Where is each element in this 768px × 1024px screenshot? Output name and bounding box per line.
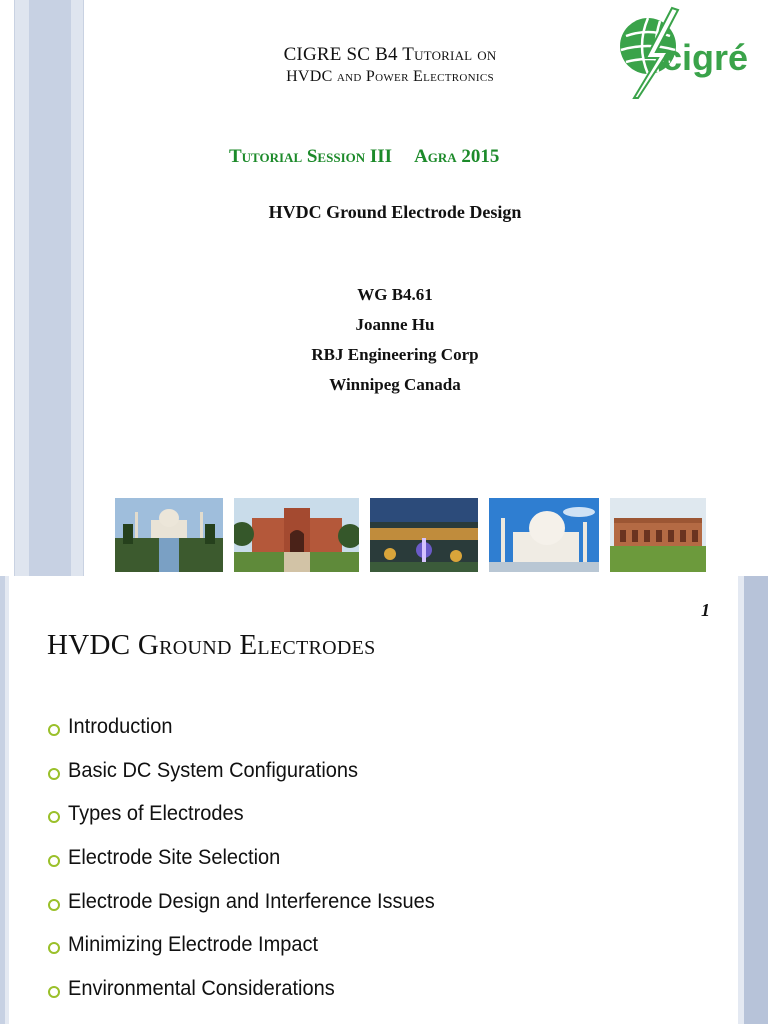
- author-line: Winnipeg Canada: [329, 375, 461, 394]
- list-item-text: Basic DC System Configurations: [68, 757, 359, 782]
- photo-night-garden-lights: [370, 498, 478, 572]
- bullet-circle-icon: [48, 811, 60, 823]
- author-line: RBJ Engineering Corp: [311, 345, 479, 364]
- list-item: [48, 801, 462, 845]
- right-border-stripe: [744, 576, 768, 1024]
- svg-text:cigré: cigré: [662, 37, 749, 78]
- photo-red-fort-gate: [234, 498, 359, 572]
- author-block: [200, 280, 590, 400]
- slide-title: HVDC Ground Electrodes: [47, 629, 376, 661]
- bullet-circle-icon: [48, 986, 60, 998]
- author-line: Joanne Hu: [355, 315, 435, 334]
- left-border-stripe: [15, 0, 29, 576]
- left-border-stripe: [5, 576, 9, 1024]
- session-label: Tutorial Session III: [229, 146, 393, 167]
- list-item: [48, 714, 462, 758]
- left-border-stripe: [0, 0, 15, 576]
- agenda-list: [48, 714, 462, 1020]
- list-item-text: Electrode Design and Interference Issues: [68, 888, 435, 913]
- bullet-circle-icon: [48, 899, 60, 911]
- list-item: [48, 758, 462, 802]
- photo-arched-pavilion: [610, 498, 706, 572]
- list-item-text: Environmental Considerations: [68, 976, 335, 1001]
- list-item: [48, 845, 462, 889]
- list-item-text: Introduction: [68, 714, 173, 738]
- cigre-logo: [612, 6, 752, 102]
- slide-number: 1: [701, 600, 710, 620]
- list-item: [48, 976, 462, 1020]
- left-border-stripe: [83, 0, 92, 576]
- left-border-stripe: [29, 0, 71, 576]
- photo-taj-mahal-reflecting-pool: [115, 498, 223, 572]
- location-label: Agra 2015: [414, 146, 500, 167]
- bullet-circle-icon: [48, 942, 60, 954]
- tutorial-title-line2: HVDC and Power Electronics: [286, 68, 494, 85]
- tutorial-title-line1: CIGRE SC B4 Tutorial on: [283, 44, 497, 65]
- agenda-slide: [0, 576, 768, 1024]
- photo-taj-mahal-blue-sky: [489, 498, 599, 572]
- list-item-text: Electrode Site Selection: [68, 845, 281, 870]
- session-line: [229, 146, 499, 168]
- author-line: WG B4.61: [357, 285, 433, 304]
- list-item-text: Types of Electrodes: [68, 801, 244, 826]
- list-item: [48, 889, 462, 933]
- left-border-stripe: [71, 0, 83, 576]
- bullet-circle-icon: [48, 768, 60, 780]
- topic-title: HVDC Ground Electrode Design: [268, 202, 522, 222]
- list-item-text: Minimizing Electrode Impact: [68, 932, 319, 957]
- bullet-circle-icon: [48, 855, 60, 867]
- tutorial-title: [180, 44, 600, 88]
- bullet-circle-icon: [48, 724, 60, 736]
- list-item: [48, 932, 462, 976]
